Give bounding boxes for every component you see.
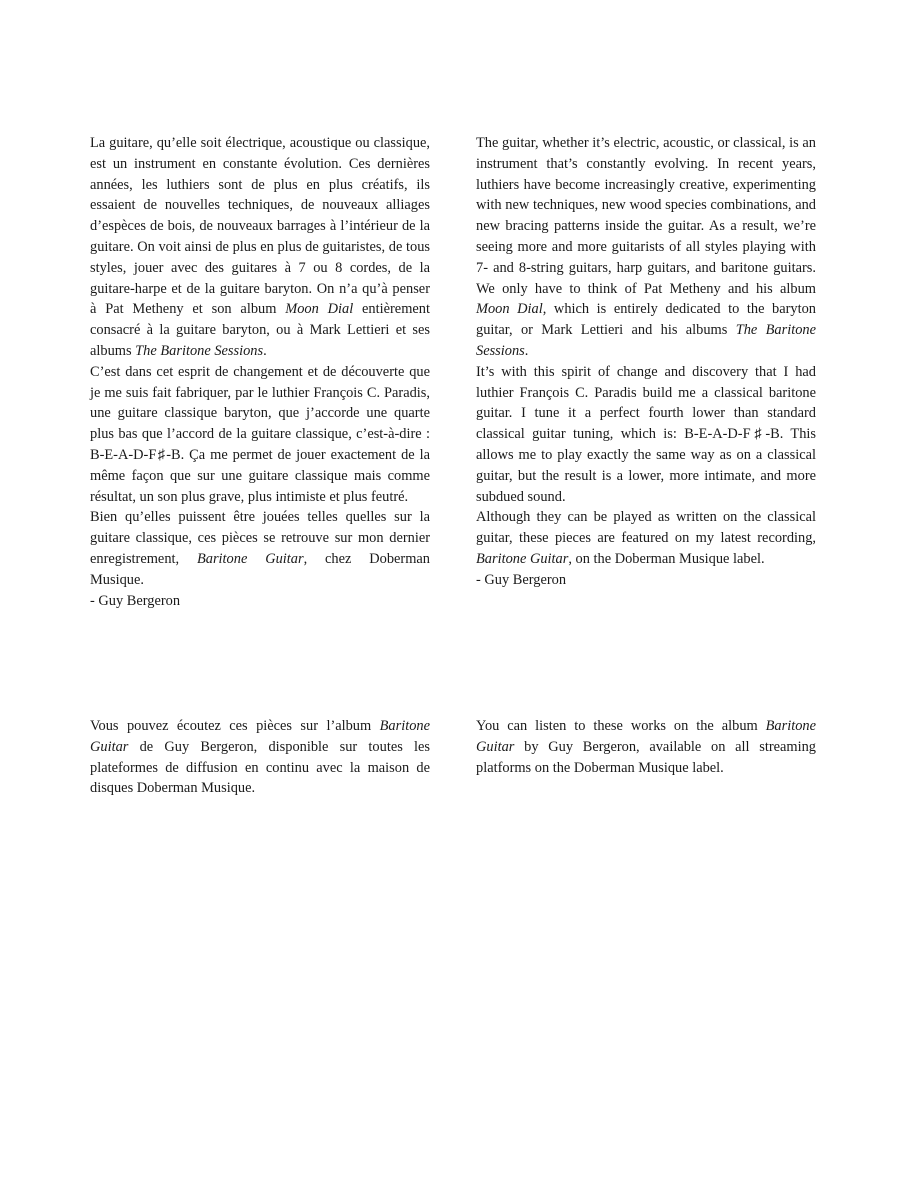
french-paragraph-3 xyxy=(90,507,430,590)
body-text-run: , which is entirely dedicated to the baryton guitar, or Mark Lettieri and his albums xyxy=(476,301,816,339)
body-text-run: It’s with this spirit of change and discovery that I had luthier François C. Paradis build me a classical baritone guitar. I tune it a perfect fourth lower than standard classical guitar tuning, which is: B-E-A-D-F♯-B. This allows me to play exactly the same way as on a classical guitar, but the result is a lower, more intimate, and more subdued sound. xyxy=(476,363,816,505)
body-text-run: , on the Doberman Musique label. xyxy=(568,550,765,567)
english-listen-note xyxy=(476,716,816,778)
body-text-run: , chez Doberman Musique. xyxy=(90,550,430,588)
french-paragraph-1 xyxy=(90,133,430,362)
italic-title-text: Baritone Guitar xyxy=(196,550,304,567)
french-text-block xyxy=(90,133,430,611)
body-text-run: C’est dans cet esprit de changement et de découverte que je me suis fait fabriquer, par le luthier François C. Paradis, une guitare classique baryton, que j’accorde une quarte plus bas que l’accord de la guitare classique, c’est-à-dire : B-E-A-D-F♯-B. Ça me permet de jouer exactement de la même façon que sur une guitare classique mais comme résultat, un son plus grave, plus intimiste et plus feutré. xyxy=(90,363,430,505)
french-listen-paragraph xyxy=(90,716,430,799)
italic-title-text: Moon Dial xyxy=(285,301,354,318)
body-text-run: entièrement consacré à la guitare baryton, ou à Mark Lettieri et ses albums xyxy=(90,301,430,359)
italic-title-text: The Baritone Sessions xyxy=(476,322,817,359)
italic-title-text: Baritone Guitar xyxy=(476,718,816,755)
body-text-run: Although they can be played as written on the classical guitar, these pieces are featured on my latest recording, xyxy=(476,509,816,547)
italic-title-text: Moon Dial xyxy=(476,301,543,318)
body-text-run: The guitar, whether it’s electric, acoustic, or classical, is an instrument that’s constantly evolving. In recent years, luthiers have become increasingly creative, experimenting with new techniques, new wood species combinations, and new bracing patterns inside the guitar. As a result, we’re seeing more and more guitarists of all styles playing with 7- and 8-string guitars, harp guitars, and baritone guitars. We only have to think of Pat Metheny and his album xyxy=(476,135,816,297)
body-text-run: by Guy Bergeron, available on all streaming platforms on the Doberman Musique label. xyxy=(476,738,816,776)
body-text-run: . xyxy=(524,342,529,359)
body-text-run: La guitare, qu’elle soit électrique, acoustique ou classique, est un instrument en constante évolution. Ces dernières années, les luthiers sont de plus en plus créatifs, ils essaient de nouvelles techniques, de nouveaux alliages d’espèces de bois, de nouveaux barrages à l’intérieur de la guitare. On voit ainsi de plus en plus de guitaristes, de tous styles, jouer avec des guitares à 7 ou 8 cordes, de la guitare-harpe et de la guitare baryton. On n’a qu’à penser à Pat Metheny et son album xyxy=(90,135,430,318)
body-text-run: de Guy Bergeron, disponible sur toutes les plateformes de diffusion en continu avec la maison de disques Doberman Musique. xyxy=(90,738,430,797)
english-signature: - Guy Bergeron xyxy=(476,571,567,588)
body-text-run: Bien qu’elles puissent être jouées telles quelles sur la guitare classique, ces pièces se retrouve sur mon dernier enregistrement, xyxy=(90,509,430,567)
italic-title-text: Baritone Guitar xyxy=(90,718,430,755)
english-text-block xyxy=(476,133,816,591)
body-text-run: Vous pouvez écoutez ces pièces sur l’album xyxy=(90,718,380,734)
italic-title-text: Baritone Guitar xyxy=(476,550,569,567)
italic-title-text: The Baritone Sessions xyxy=(135,342,264,359)
french-paragraph-2 xyxy=(90,362,430,508)
body-text-run: . xyxy=(263,342,267,359)
english-paragraph-3 xyxy=(476,507,816,569)
english-paragraph-2 xyxy=(476,362,816,508)
english-paragraph-1 xyxy=(476,133,816,362)
body-text-run: You can listen to these works on the album xyxy=(476,718,766,734)
french-listen-note xyxy=(90,716,430,799)
english-listen-paragraph xyxy=(476,716,816,778)
french-signature: - Guy Bergeron xyxy=(90,592,181,609)
